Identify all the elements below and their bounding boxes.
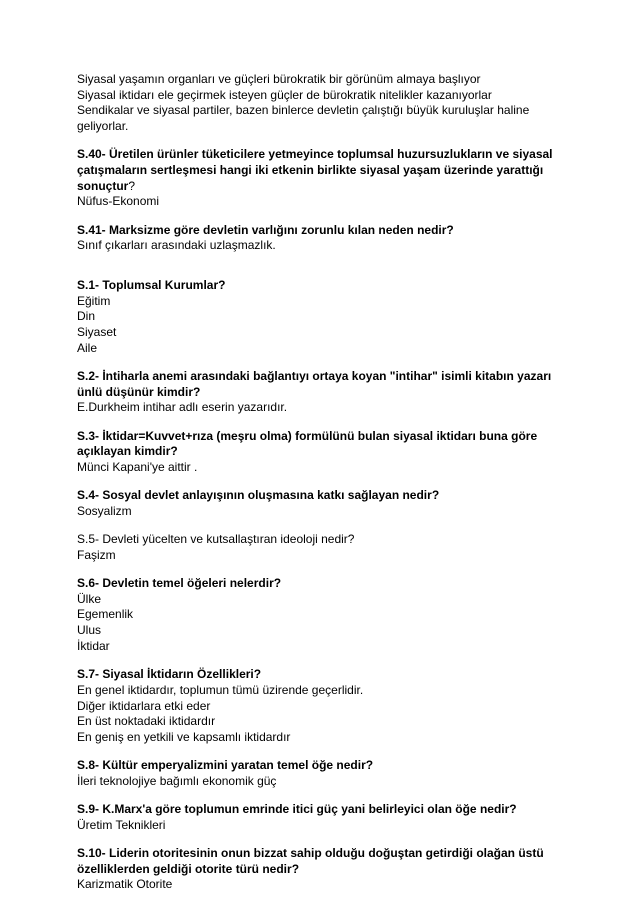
block-s9	[77, 802, 577, 833]
question-mark: ?	[128, 178, 136, 193]
question-line: ünlü düşünür kimdir?	[77, 384, 201, 399]
answer-line: Aile	[77, 340, 98, 355]
question-line: S.8- Kültür emperyalizmini yaratan temel öğe nedir?	[77, 758, 374, 773]
block-s41	[77, 223, 577, 254]
answer-line: E.Durkheim intihar adlı eserin yazarıdır.	[77, 400, 288, 415]
answer-line: Siyasal iktidarı ele geçirmek isteyen güçler de bürokratik nitelikler kazanıyorlar	[77, 87, 492, 102]
question-line: açıklayan kimdir?	[77, 444, 178, 459]
answer-line: Egemenlik	[77, 607, 134, 622]
answer-line: İleri teknolojiye bağımlı ekonomik güç	[77, 773, 277, 788]
question-line: çatışmaların sertleşmesi hangi iki etkenin birlikte siyasal yaşam üzerinde yarattığı	[77, 163, 544, 178]
answer-line: Ulus	[77, 623, 102, 638]
document-page	[77, 72, 577, 893]
answer-line: Eğitim	[77, 293, 111, 308]
question-line: S.1- Toplumsal Kurumlar?	[77, 278, 226, 293]
question-line: özelliklerden geldiği otorite türü nedir?	[77, 861, 300, 876]
question-line: S.40- Üretilen ürünler tüketicilere yetmeyince toplumsal huzursuzlukların ve siyasal	[77, 147, 553, 162]
answer-line: Nüfus-Ekonomi	[77, 194, 160, 209]
answer-line: Karizmatik Otorite	[77, 877, 173, 892]
question-line: S.10- Liderin otoritesinin onun bizzat sahip olduğu doğuştan getirdiği olağan üstü	[77, 845, 544, 860]
answer-line: Sendikalar ve siyasal partiler, bazen binlerce devletin çalıştığı büyük kuruluşlar haline	[77, 103, 530, 118]
answer-line: Üretim Teknikleri	[77, 817, 166, 832]
answer-line: Siyasal yaşamın organları ve güçleri bürokratik bir görünüm almaya başlıyor	[77, 72, 481, 86]
block-s5	[77, 532, 577, 563]
answer-line: En üst noktadaki iktidardır	[77, 714, 216, 729]
block-s3	[77, 429, 577, 476]
question-line: S.4- Sosyal devlet anlayışının oluşmasına katkı sağlayan nedir?	[77, 488, 440, 503]
block-s1	[77, 278, 577, 357]
block-s40	[77, 147, 577, 210]
answer-line: İktidar	[77, 638, 110, 653]
answer-line: En geniş en yetkili ve kapsamlı iktidardır	[77, 729, 291, 744]
answer-line: Ülke	[77, 591, 102, 606]
question-line: S.41- Marksizme göre devletin varlığını zorunlu kılan neden nedir?	[77, 222, 454, 237]
answer-line: geliyorlar.	[77, 119, 129, 134]
answer-line: Sosyalizm	[77, 503, 132, 518]
answer-line: Sınıf çıkarları arasındaki uzlaşmazlık.	[77, 238, 276, 253]
answer-line: Münci Kapani'ye aittir .	[77, 460, 198, 475]
block-s10	[77, 846, 577, 893]
block-s4	[77, 488, 577, 519]
question-line-text: sonuçtur	[77, 178, 129, 193]
block-s2	[77, 369, 577, 416]
question-line-last	[77, 179, 577, 195]
question-line: S.3- İktidar=Kuvvet+rıza (meşru olma) formülünü bulan siyasal iktidarı buna göre	[77, 428, 538, 443]
question-line: S.5- Devleti yücelten ve kutsallaştıran ideoloji nedir?	[77, 532, 355, 547]
block-s8	[77, 758, 577, 789]
block-intro	[77, 72, 577, 135]
answer-line: Din	[77, 309, 96, 324]
answer-line: Diğer iktidarlara etki eder	[77, 698, 211, 713]
block-s7	[77, 667, 577, 746]
answer-line: En genel iktidardır, toplumun tümü üzirende geçerlidir.	[77, 682, 364, 697]
answer-line: Siyaset	[77, 325, 117, 340]
question-line: S.9- K.Marx'a göre toplumun emrinde itici güç yani belirleyici olan öğe nedir?	[77, 802, 517, 817]
answer-line: Faşizm	[77, 547, 116, 562]
question-line: S.6- Devletin temel öğeleri nelerdir?	[77, 576, 282, 591]
block-s6	[77, 576, 577, 655]
question-line: S.7- Siyasal İktidarın Özellikleri?	[77, 667, 262, 682]
question-line: S.2- İntiharla anemi arasındaki bağlantıyı ortaya koyan "intihar" isimli kitabın yazarı	[77, 369, 552, 384]
